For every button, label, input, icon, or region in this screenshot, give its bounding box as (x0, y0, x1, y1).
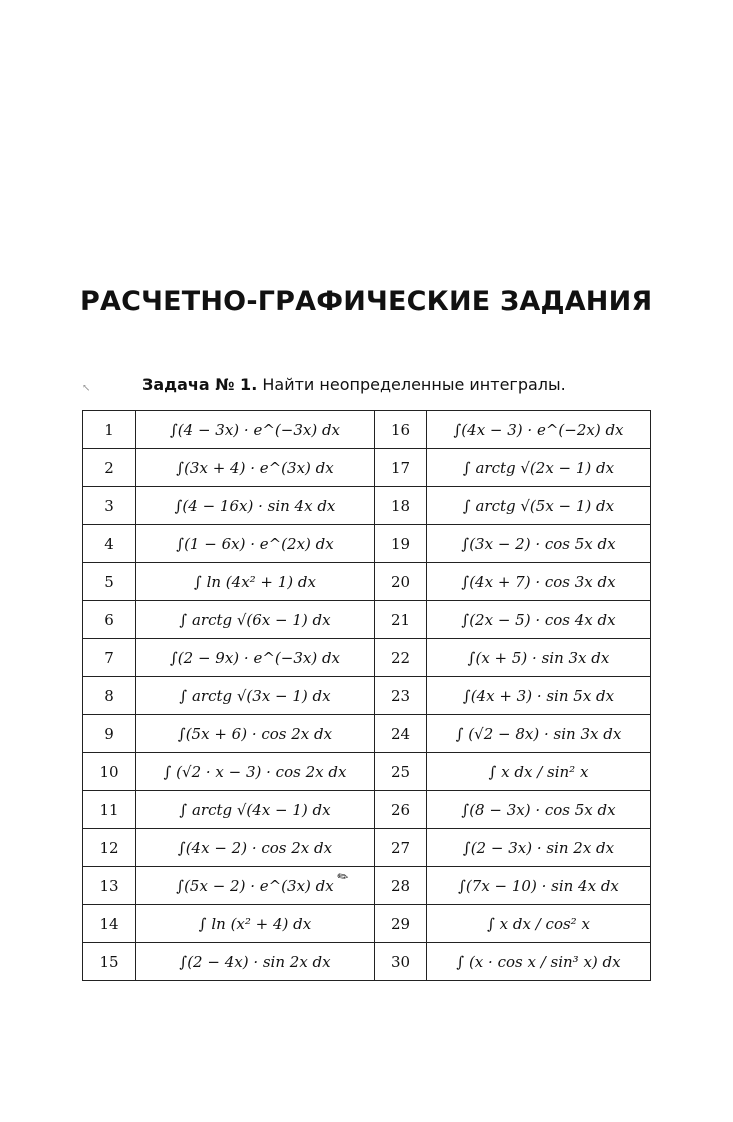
task-number-cell: 8 (83, 677, 136, 715)
task-number-cell: 16 (375, 411, 427, 449)
task-number-cell: 21 (375, 601, 427, 639)
table-row (83, 943, 651, 981)
task-number-cell: 14 (83, 905, 136, 943)
integral-cell: ∫(4x − 3) · e^(−2x) dx (427, 411, 651, 449)
task-number-cell: 17 (375, 449, 427, 487)
task-number-cell: 4 (83, 525, 136, 563)
task-number-cell: 10 (83, 753, 136, 791)
integral-cell: ∫ (√2 − 8x) · sin 3x dx (427, 715, 651, 753)
integral-cell: ∫(5x + 6) · cos 2x dx (136, 715, 375, 753)
integral-cell: ∫ ln (4x² + 1) dx (136, 563, 375, 601)
integral-cell: ∫(3x − 2) · cos 5x dx (427, 525, 651, 563)
margin-mark: ↖ (82, 383, 91, 394)
table-row (83, 487, 651, 525)
task-number-cell: 15 (83, 943, 136, 981)
integral-cell: ∫ arctg √(5x − 1) dx (427, 487, 651, 525)
task-number-cell: 30 (375, 943, 427, 981)
task-number-cell: 6 (83, 601, 136, 639)
task-number-cell: 29 (375, 905, 427, 943)
task-number-cell: 20 (375, 563, 427, 601)
table-row (83, 601, 651, 639)
table-row (83, 867, 651, 905)
task-number-cell: 25 (375, 753, 427, 791)
pen-mark: ✎ (334, 868, 353, 887)
integral-cell: ∫(3x + 4) · e^(3x) dx (136, 449, 375, 487)
task-number-cell: 9 (83, 715, 136, 753)
integrals-table-body (83, 411, 651, 981)
integral-cell: ∫(4x − 2) · cos 2x dx (136, 829, 375, 867)
table-row (83, 525, 651, 563)
task-number-cell: 3 (83, 487, 136, 525)
table-row (83, 449, 651, 487)
integral-cell: ∫(2 − 9x) · e^(−3x) dx (136, 639, 375, 677)
table-row (83, 411, 651, 449)
integral-cell: ∫ arctg √(6x − 1) dx (136, 601, 375, 639)
table-row (83, 829, 651, 867)
task-number-cell: 22 (375, 639, 427, 677)
task-number-cell: 24 (375, 715, 427, 753)
task-number-cell: 19 (375, 525, 427, 563)
task-text: Найти неопределенные интегралы. (257, 375, 566, 394)
integral-cell: ∫ ln (x² + 4) dx (136, 905, 375, 943)
integral-cell: ∫ (√2 · x − 3) · cos 2x dx (136, 753, 375, 791)
integral-cell: ∫(2 − 4x) · sin 2x dx (136, 943, 375, 981)
task-number-cell: 23 (375, 677, 427, 715)
task-number-cell: 1 (83, 411, 136, 449)
task-label: Задача № 1. (142, 375, 258, 394)
task-number-cell: 26 (375, 791, 427, 829)
task-number-cell: 27 (375, 829, 427, 867)
table-row (83, 563, 651, 601)
task-number-cell: 18 (375, 487, 427, 525)
table-row (83, 715, 651, 753)
task-number-cell: 12 (83, 829, 136, 867)
task-number-cell: 13 (83, 867, 136, 905)
integral-cell: ∫ arctg √(3x − 1) dx (136, 677, 375, 715)
task-statement (142, 375, 566, 394)
task-number-cell: 7 (83, 639, 136, 677)
task-number-cell: 11 (83, 791, 136, 829)
integral-cell: ∫(1 − 6x) · e^(2x) dx (136, 525, 375, 563)
integral-cell: ∫(2x − 5) · cos 4x dx (427, 601, 651, 639)
integral-cell: ∫ arctg √(2x − 1) dx (427, 449, 651, 487)
page-heading: РАСЧЕТНО-ГРАФИЧЕСКИЕ ЗАДАНИЯ (80, 286, 653, 317)
table-row (83, 753, 651, 791)
integral-cell: ∫(x + 5) · sin 3x dx (427, 639, 651, 677)
integral-cell: ∫ (x · cos x / sin³ x) dx (427, 943, 651, 981)
integral-cell: ∫(4x + 7) · cos 3x dx (427, 563, 651, 601)
integral-cell: ∫(5x − 2) · e^(3x) dx (136, 867, 375, 905)
integral-cell: ∫ x dx / sin² x (427, 753, 651, 791)
integral-cell: ∫(2 − 3x) · sin 2x dx (427, 829, 651, 867)
task-number-cell: 2 (83, 449, 136, 487)
integrals-table (82, 410, 651, 981)
table-row (83, 677, 651, 715)
table-row (83, 905, 651, 943)
integral-cell: ∫(4 − 3x) · e^(−3x) dx (136, 411, 375, 449)
integral-cell: ∫(4 − 16x) · sin 4x dx (136, 487, 375, 525)
table-row (83, 791, 651, 829)
integral-cell: ∫ arctg √(4x − 1) dx (136, 791, 375, 829)
table-row (83, 639, 651, 677)
integral-cell: ∫(4x + 3) · sin 5x dx (427, 677, 651, 715)
task-number-cell: 5 (83, 563, 136, 601)
task-number-cell: 28 (375, 867, 427, 905)
integral-cell: ∫(7x − 10) · sin 4x dx (427, 867, 651, 905)
integral-cell: ∫(8 − 3x) · cos 5x dx (427, 791, 651, 829)
integral-cell: ∫ x dx / cos² x (427, 905, 651, 943)
